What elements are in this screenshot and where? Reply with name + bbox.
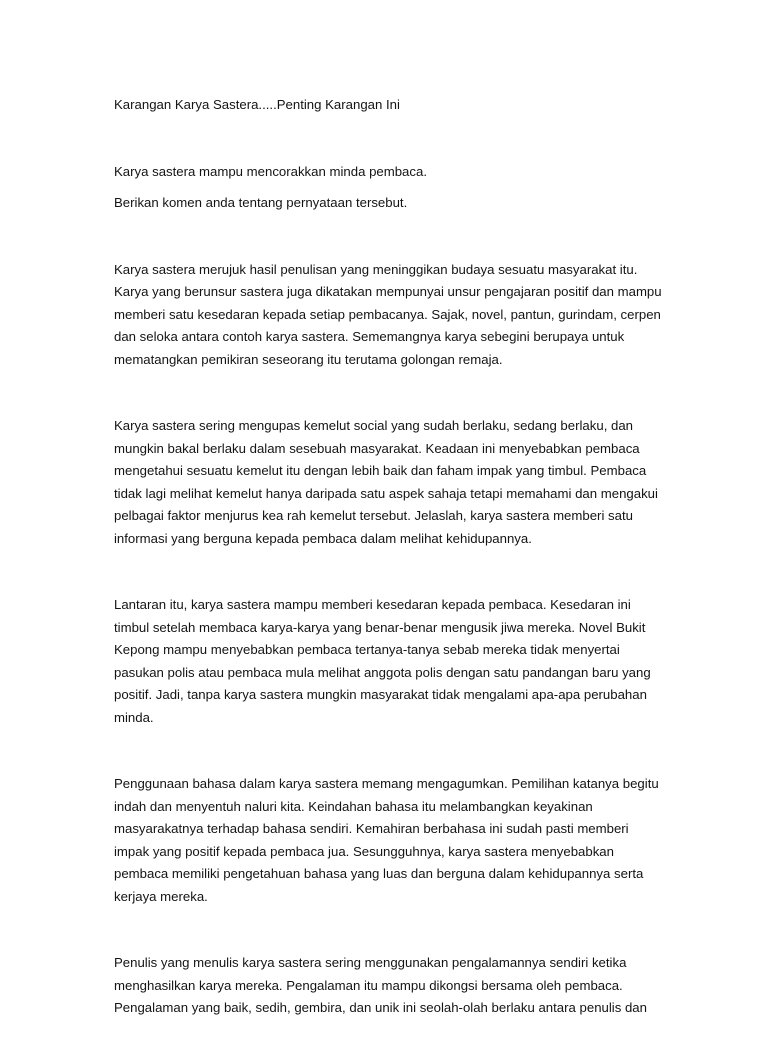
body-paragraph: Karya sastera sering mengupas kemelut social yang sudah berlaku, sedang berlaku, dan mungkin bakal berlaku dalam sesebuah masyarakat. Keadaan ini menyebabkan pembaca mengetahui sesuatu kemelut itu dengan lebih baik dan faham impak yang timbul. Pembaca tidak lagi melihat kemelut hanya daripada satu aspek sahaja tetapi memahami dan mengakui pelbagai faktor menjurus kea rah kemelut tersebut. Jelaslah, karya sastera memberi satu informasi yang berguna kepada pembaca dalam melihat kehidupannya.	[114, 418, 658, 546]
document-page	[114, 94, 662, 1064]
body-paragraph: Lantaran itu, karya sastera mampu memberi kesedaran kepada pembaca. Kesedaran ini timbul setelah membaca karya-karya yang benar-benar mengusik jiwa mereka. Novel Bukit Kepong mampu menyebabkan pembaca tertanya-tanya sebab mereka tidak menyertai pasukan polis atau pembaca mula melihat anggota polis dengan satu pandangan baru yang positif. Jadi, tanpa karya sastera mungkin masyarakat tidak mengalami apa-apa perubahan minda.	[114, 597, 651, 725]
body-paragraph: Karya sastera merujuk hasil penulisan yang meninggikan budaya sesuatu masyarakat itu. Karya yang berunsur sastera juga dikatakan mempunyai unsur pengajaran positif dan mampu memberi satu kesedaran kepada setiap pembacanya. Sajak, novel, pantun, gurindam, cerpen dan seloka antara contoh karya sastera. Sememangnya karya sebegini berupaya untuk mematangkan pemikiran seseorang itu terutama golongan remaja.	[114, 261, 662, 367]
body-paragraph: Penggunaan bahasa dalam karya sastera memang mengagumkan. Pemilihan katanya begitu indah dan menyentuh naluri kita. Keindahan bahasa itu melambangkan keyakinan masyarakatnya terhadap bahasa sendiri. Kemahiran berbahasa ini sudah pasti memberi impak yang positif kepada pembaca jua. Sesungguhnya, karya sastera menyebabkan pembaca memiliki pengetahuan bahasa yang luas dan berguna dalam kehidupannya serta kerjaya mereka.	[114, 776, 659, 904]
essay-prompt: Karya sastera mampu mencorakkan minda pembaca.	[114, 163, 427, 179]
essay-body	[114, 259, 662, 1020]
essay-instruction: Berikan komen anda tentang pernyataan tersebut.	[114, 195, 408, 210]
document-title: Karangan Karya Sastera.....Penting Karangan Ini	[114, 97, 400, 112]
body-paragraph: Penulis yang menulis karya sastera sering menggunakan pengalamannya sendiri ketika menghasilkan karya mereka. Pengalaman itu mampu dikongsi bersama oleh pembaca. Pengalaman yang baik, sedih, gembira, dan unik ini seolah-olah berlaku antara penulis dan	[114, 955, 647, 1015]
